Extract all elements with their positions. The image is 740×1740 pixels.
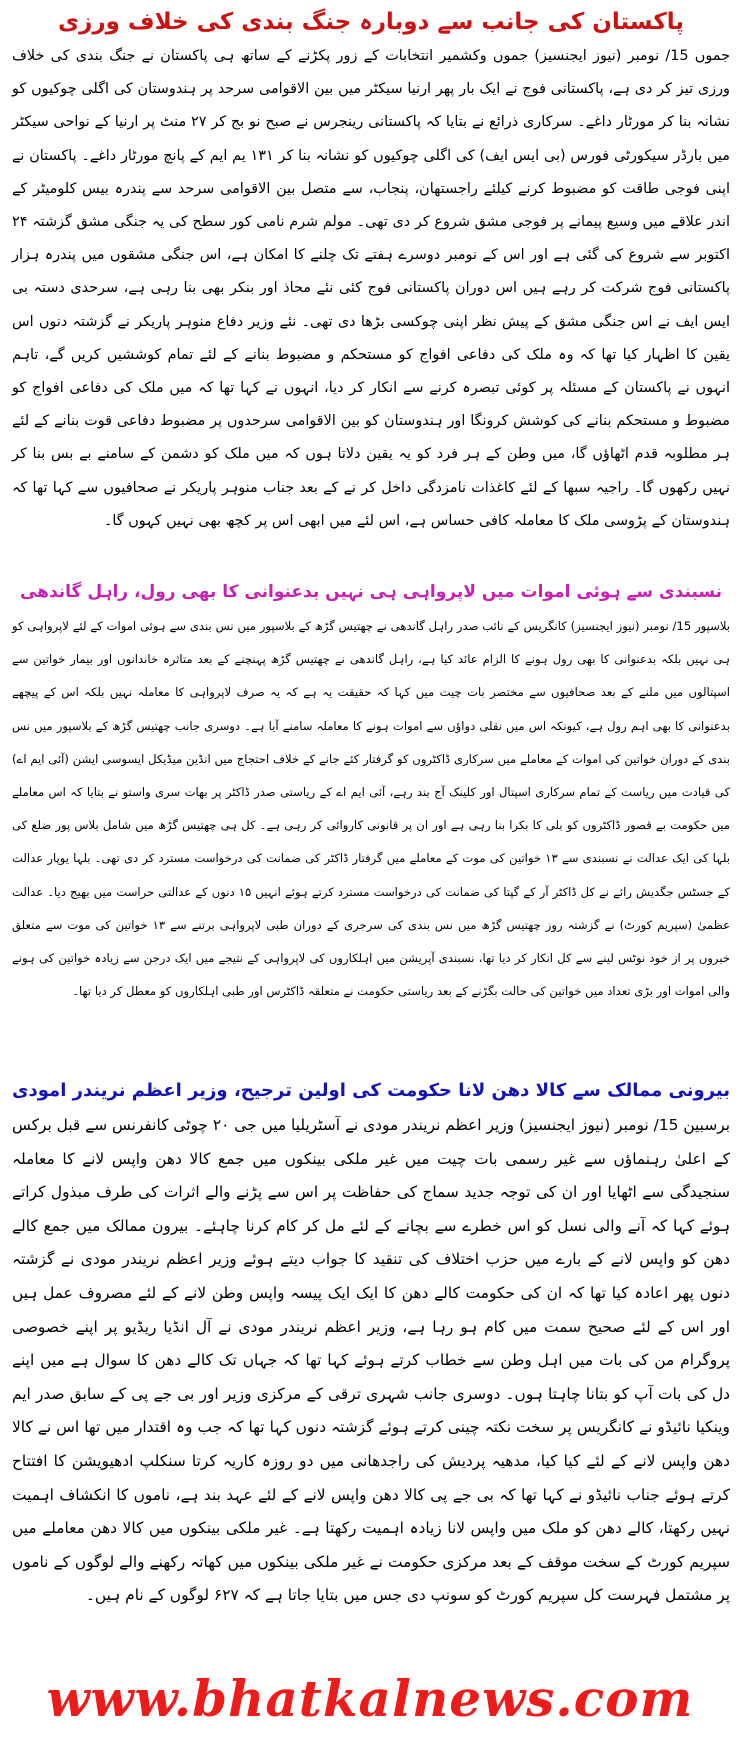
article-headline: بیرونی ممالک سے کالا دھن لانا حکومت کی اولین ترجیح، وزیر اعظم نریندر امودی (12, 1080, 730, 1101)
article-headline: نسبندی سے ہوئی اموات میں لاپرواہی ہی نہیں بدعنوانی کا بھی رول، راہل گاندھی (19, 582, 723, 602)
article-body: برسبین 15/ نومبر (نیوز ایجنسیز) وزیر اعظم نریندر مودی نے آسٹریلیا میں جی ۲۰ چوٹی کانفرنس سے قبل برکس کے اعلیٰ رہنماؤں سے غیر رسمی بات چیت میں غیر ملکی بینکوں میں جمع کالا دھن واپس لانے کا معاملہ سنجیدگی سے اٹھایا اور ان کی توجہ جدید سماج کی حفاظت پر اس سے پڑنے والے اثرات کی طرف مبذول کراتے ہوئے کہا کہ آنے والی نسل کو اس خطرے سے بچانے کے لئے مل کر کام کرنا چاہئے۔ بیرون ممالک میں جمع کالے دھن کو واپس لانے کے بارے میں حزب اختلاف کی تنقید کا جواب دیتے ہوئے وزیر اعظم نریندر مودی نے گزشتہ دنوں پھر اعادہ کیا تھا کہ ان کی حکومت کالے دھن کا ایک ایک پیسہ واپس وطن لانے کے لئے مصروف عمل ہیں اور اس کے لئے صحیح سمت میں کام ہو رہا ہے، وزیر اعظم نریندر مودی نے آل انڈیا ریڈیو پر اپنے خصوصی پروگرام من کی بات میں اہل وطن سے خطاب کرتے ہوئے کہا تھا کہ جہاں تک کالے دھن کا سوال ہے میں اپنے دل کی بات آپ کو بتانا چاہتا ہوں۔ دوسری جانب شہری ترقی کے مرکزی وزیر اور بی جے پی کے سابق صدر ایم وینکیا نائیڈو نے کانگریس پر سخت نکتہ چینی کرتے ہوئے گزشتہ دنوں کہا تھا کہ جب وہ اقتدار میں تھا اس نے کالا دھن واپس لانے کے لئے کیا کیا، مدھیہ پردیش کی راجدھانی میں دو روزہ کاریہ کرتا سنکلپ ادھیویشن کا افتتاح کرتے ہوئے جناب نائیڈو نے کہا تھا کہ بی جے پی کالا دھن واپس لانے کے لئے عہد بند ہے، ناموں کا انکشاف اہمیت نہیں رکھتا، کالے دھن کو ملک میں واپس لانا زیادہ اہمیت رکھتا ہے۔ غیر ملکی بینکوں میں کالا دھن معاملے میں سپریم کورٹ کے سخت موقف کے بعد مرکزی حکومت نے غیر ملکی بینکوں میں کھاتہ رکھنے والے لوگوں کے ناموں پر مشتمل فہرست کل سپریم کورٹ کو سونپ دی جس میں بتایا جاتا ہے کہ ۶۲۷ لوگوں کے نام ہیں۔ (12, 1116, 730, 1605)
article-body: جموں 15/ نومبر (نیوز ایجنسیز) جموں وکشمیر انتخابات کے زور پکڑنے کے ساتھ ہی پاکستان نے جنگ بندی کی خلاف ورزی تیز کر دی ہے، پاکستانی فوج نے ایک بار پھر ارنیا سیکٹر میں بین الاقوامی سرحد پر ہندوستان کی اگلی چوکیوں کو نشانہ بنا کر مورٹار داغے۔ سرکاری ذرائع نے بتایا کہ پاکستانی رینجرس نے صبح نو بج کر ۲۷ منٹ پر ارنیا کے نواحی سیکٹر میں بارڈر سیکورٹی فورس (بی ایس ایف) کی اگلی چوکیوں کو نشانہ بنا کر ۱۳۱ یم ایم کے پانچ مورٹار داغے۔ پاکستان نے اپنی فوجی طاقت کو مضبوط کرنے کیلئے راجستھان، پنجاب، سے متصل بین الاقوامی سرحد سے پندرہ بیس کلومیٹر کے اندر علاقے میں وسیع پیمانے پر فوجی مشق شروع کر دی تھی۔ مولم شرم نامی کور سطح کی یہ جنگی مشق گزشتہ ۲۴ اکتوبر سے شروع کی گئی ہے اور اس کے نومبر دوسرے ہفتے تک چلنے کا امکان ہے، اس جنگی مشقوں میں پندرہ ہزار پاکستانی فوج شرکت کر رہے ہیں اس دوران پاکستانی فوج کئی نئے محاذ اور بنکر بھی بنا رہی ہے، سرحدی دستہ بی ایس ایف نے اس جنگی مشق کے پیش نظر اپنی چوکسی بڑھا دی تھی۔ نئے وزیر دفاع منوہر پاریکر نے گزشتہ دنوں اس یقین کا اظہار کیا تھا کہ وہ ملک کی دفاعی افواج کو مستحکم و مضبوط بنانے کے لئے تمام کوششیں کریں گے، تاہم انہوں نے پاکستان کے مسئلہ پر کوئی تبصرہ کرنے سے انکار کر دیا، انہوں نے کہا تھا کہ میں ملک کی دفاعی افواج کو مضبوط و مستحکم بنانے کی کوشش کرونگا اور ہندوستان کو بین الاقوامی سرحدوں پر مضبوط دفاعی قوت بنانے کے لئے ہر مطلوبہ قدم اٹھاؤں گا، میں وطن کے ہر فرد کو یہ یقین دلاتا ہوں کہ میں ملک کو دشمن کے سامنے بے بس بنا کر نہیں رکھوں گا۔ راجیہ سبھا کے لئے کاغذات نامزدگی داخل کر نے کے بعد جناب منوہر پاریکر نے صحافیوں سے کہا تھا کہ ہندوستان کے پڑوسی ملک کا معاملہ کافی حساس ہے، اس لئے میں ابھی اس پر کچھ بھی نہیں کہوں گا۔ (12, 48, 730, 529)
site-url-watermark: www.bhatkalnews.com (46, 1669, 694, 1728)
article-ceasefire-violation (0, 6, 740, 538)
article-body: بلاسپور 15/ نومبر (نیوز ایجنسیز) کانگریس کے نائب صدر راہل گاندھی نے چھتیس گڑھ کے بلاسپور میں نس بندی سے ہوئی اموات کے لئے لاپرواہی کو ہی نہیں بلکہ بدعنوانی کا بھی رول ہونے کا الزام عائد کیا ہے، راہل گاندھی نے چھتیس گڑھ پہنچنے کے بعد متاثرہ خاندانوں اور بیمار خواتین سے اسپتالوں میں ملنے کے بعد صحافیوں سے مختصر بات چیت میں کہا کہ حقیقت یہ ہے کہ یہ صرف لاپرواہی کا معاملہ نہیں بلکہ اس کے پیچھے بدعنوانی کا بھی اہم رول ہے، کیونکہ اس میں نقلی دواؤں سے اموات ہونے کا معاملہ سامنے آیا ہے۔ دوسری جانب چھتیس گڑھ کے بلاسپور میں نس بندی کے دوران خواتین کی اموات کے معاملے میں سرکاری ڈاکٹروں کو گرفتار کئے جانے کے خلاف احتجاج میں انڈین میڈیکل ایسوسی ایشن (آئی ایم اے) کی قیادت میں ریاست کے تمام سرکاری اسپتال اور کلینک آج بند رہے، آئی ایم اے کے ریاستی صدر ڈاکٹر پر بھات سری واستو نے بتایا کہ اس معاملے میں حکومت بے قصور ڈاکٹروں کو بلی کا بکرا بنا رہی ہے اور ان پر قانونی کاروائی کر رہی ہے۔ کل ہی چھتیس گڑھ میں شامل بلاس پور ضلع کی بلہا کی ایک عدالت نے نسبندی سے ۱۳ خواتین کی موت کے معاملے میں گرفتار ڈاکٹر کی ضمانت کی درخواست مسترد کر دی تھی۔ بلہا یوپار عدالت کے جسٹس جگدیش رائے نے کل ڈاکٹر آر کے گپتا کی ضمانت کی درخواست مسترد کرتے ہوئے انہیں ۱۵ دنوں کے عدالتی حراست میں بھیج دیا۔ عدالت عظمیٰ (سپریم کورٹ) نے گزشتہ روز چھتیس گڑھ میں نس بندی کی سرجری کے دوران طبی لاپرواہی برتنے سے ۱۳ خواتین کی موت سے متعلق خبروں پر از خود نوٹس لینے سے کل انکار کر دیا تھا، نسبندی آپریشن میں اہلکاروں کی لاپرواہی کے نتیجے میں ایک درجن سے زیادہ خواتین کی ہونے والی اموات اور بڑی تعداد میں خواتین کی حالت بگڑنے کے بعد ریاستی حکومت نے متعلقہ ڈاکٹرس اور طبی اہلکاروں کو معطل کر دیا تھا۔ (12, 619, 731, 999)
article-headline: پاکستان کی جانب سے دوبارہ جنگ بندی کی خلاف ورزی (58, 9, 684, 35)
article-sterilization-deaths (0, 576, 740, 1008)
article-black-money (0, 1075, 740, 1613)
